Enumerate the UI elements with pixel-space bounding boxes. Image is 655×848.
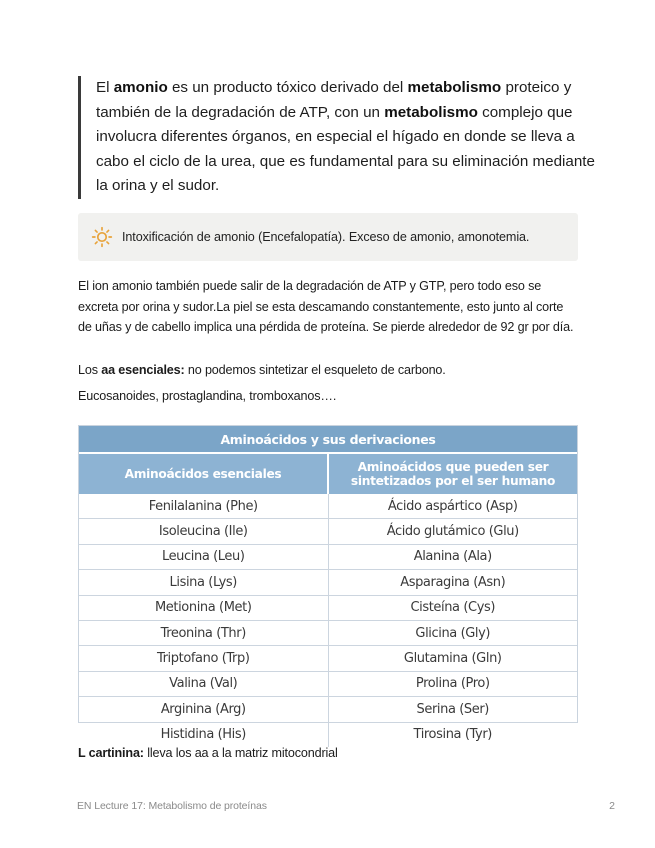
table-cell: Leucina (Leu) (79, 544, 328, 569)
quote-bold-amonio: amonio (113, 79, 168, 96)
quote-text: El (96, 79, 114, 96)
page-number: 2 (609, 800, 615, 812)
table-cell: Cisteína (Cys) (328, 595, 577, 620)
table-row (79, 544, 577, 569)
table-cell: Alanina (Ala) (328, 544, 577, 569)
table-cell: Glutamina (Gln) (328, 646, 577, 671)
quote-bold-metabolismo: metabolismo (384, 103, 478, 121)
paragraph-l-cartinina (78, 743, 578, 764)
quote-text: es un producto tóxico derivado del (167, 79, 408, 96)
table-row (79, 671, 577, 696)
table-cell: Tirosina (Tyr) (413, 727, 492, 743)
table-cell: Arginina (Arg) (79, 697, 328, 722)
quote-bold-metabolismo: metabolismo (407, 79, 502, 96)
paragraph-text: lleva los aa a la matriz mitocondrial (143, 746, 338, 760)
table-cell: Valina (Val) (79, 671, 328, 696)
paragraph-text: no podemos sintetizar el esqueleto de carbono. (184, 363, 446, 377)
table-cell: Lisina (Lys) (79, 570, 328, 595)
paragraph-bold: aa esenciales: (101, 363, 185, 377)
column-header-sintetizados: Aminoácidos que pueden ser sintetizados por el ser humano (328, 453, 577, 494)
table-row (79, 697, 577, 722)
paragraph-aa-esenciales (78, 360, 578, 381)
table-cell: Glicina (Gly) (328, 620, 577, 645)
column-header-esenciales: Aminoácidos esenciales (79, 453, 328, 494)
table-cell: Ácido aspártico (Asp) (328, 494, 577, 519)
amino-acid-table (79, 426, 577, 747)
table-cell: Asparagina (Asn) (328, 570, 577, 595)
table-row (79, 494, 577, 519)
paragraph-eucosanoides: Eucosanoides, prostaglandina, tromboxanos…. (78, 389, 337, 403)
table-title: Aminoácidos y sus derivaciones (79, 426, 577, 453)
table-row (79, 646, 577, 671)
table-row (79, 519, 577, 544)
table-cell: Serina (Ser) (328, 697, 577, 722)
table-cell: Triptofano (Trp) (79, 646, 328, 671)
table-cell: Ácido glutámico (Glu) (328, 519, 577, 544)
sun-icon (91, 226, 113, 248)
table-cell: Metionina (Met) (79, 595, 328, 620)
paragraph-ion-amonio: El ion amonio también puede salir de la degradación de ATP y GTP, pero todo eso se excreta por orina y sudor.La piel se esta descamando constantemente, esto junto al corte de uñas y de cabello implica una pérdida de proteína. Se pierde alrededor de 92 gr por día. (78, 279, 574, 334)
paragraph-text: Los (78, 363, 102, 377)
table-header-row (79, 453, 577, 494)
quote-text: complejo que involucra diferentes órganos, en especial el hígado en donde se lleva a cabo el ciclo de la urea, que es fundamental para su eliminación mediante la orina y el sudor. (96, 103, 595, 194)
table-title-row (79, 426, 577, 453)
table-cell: Prolina (Pro) (328, 671, 577, 696)
table-row (79, 620, 577, 645)
quote-block (78, 76, 601, 199)
table-row (79, 570, 577, 595)
table-cell: Isoleucina (Ile) (79, 519, 328, 544)
table-cell: Fenilalanina (Phe) (79, 494, 328, 519)
table-cell: Treonina (Thr) (79, 620, 328, 645)
amino-acid-table-figure (78, 425, 578, 743)
quote-text: proteico y también de la degradación de ATP, con un (96, 79, 572, 121)
paragraph-bold: L cartinina: (78, 746, 144, 760)
table-row (79, 595, 577, 620)
table-cell: Histidina (His) (79, 722, 328, 747)
callout-box (78, 213, 578, 261)
callout-text: Intoxificación de amonio (Encefalopatía). Exceso de amonio, amonotemia. (122, 230, 530, 244)
footer-title: EN Lecture 17: Metabolismo de proteínas (77, 800, 267, 812)
